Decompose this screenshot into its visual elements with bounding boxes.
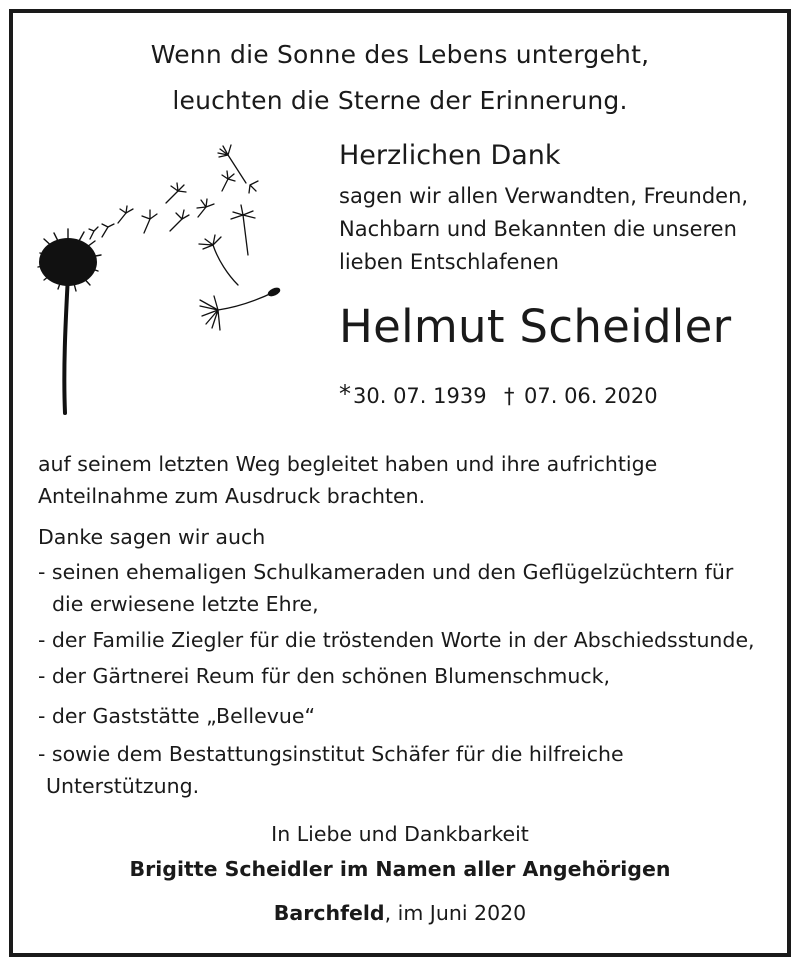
list-item: - der Gaststätte „Bellevue“ bbox=[38, 704, 316, 728]
place-date bbox=[0, 901, 800, 925]
thanks-line-3: lieben Entschlafenen bbox=[339, 250, 559, 274]
list-item: - der Gärtnerei Reum für den schönen Blumenschmuck, bbox=[38, 664, 610, 688]
dandelion-icon bbox=[28, 135, 288, 420]
birth-symbol: * bbox=[339, 380, 351, 408]
date: , im Juni 2020 bbox=[384, 901, 527, 925]
death-date: 07. 06. 2020 bbox=[524, 384, 658, 408]
death-symbol: † bbox=[504, 384, 515, 408]
list-item-continuation: Unterstützung. bbox=[46, 774, 200, 798]
body-line-2: Anteilnahme zum Ausdruck brachten. bbox=[38, 484, 426, 508]
list-item-continuation: die erwiesene letzte Ehre, bbox=[52, 592, 319, 616]
signature-names: Brigitte Scheidler im Namen aller Angehörigen bbox=[129, 857, 671, 881]
list-item: - der Familie Ziegler für die tröstenden Worte in der Abschiedsstunde, bbox=[38, 628, 755, 652]
deceased-name: Helmut Scheidler bbox=[339, 300, 732, 353]
thanks-heading: Herzlichen Dank bbox=[339, 140, 561, 171]
body-line-1: auf seinem letzten Weg begleitet haben und ihre aufrichtige bbox=[38, 452, 658, 476]
motto-line-1: Wenn die Sonne des Lebens untergeht, bbox=[150, 40, 650, 69]
thanks-line-2: Nachbarn und Bekannten die unseren bbox=[339, 217, 737, 241]
thanks-intro: Danke sagen wir auch bbox=[38, 525, 266, 549]
motto-line-2: leuchten die Sterne der Erinnerung. bbox=[172, 86, 628, 115]
place: Barchfeld bbox=[273, 901, 385, 925]
closing-line: In Liebe und Dankbarkeit bbox=[271, 822, 529, 846]
list-item: - sowie dem Bestattungsinstitut Schäfer für die hilfreiche bbox=[38, 742, 624, 766]
birth-date: 30. 07. 1939 bbox=[353, 384, 487, 408]
thanks-line-1: sagen wir allen Verwandten, Freunden, bbox=[339, 184, 749, 208]
list-item: - seinen ehemaligen Schulkameraden und den Geflügelzüchtern für bbox=[38, 560, 734, 584]
